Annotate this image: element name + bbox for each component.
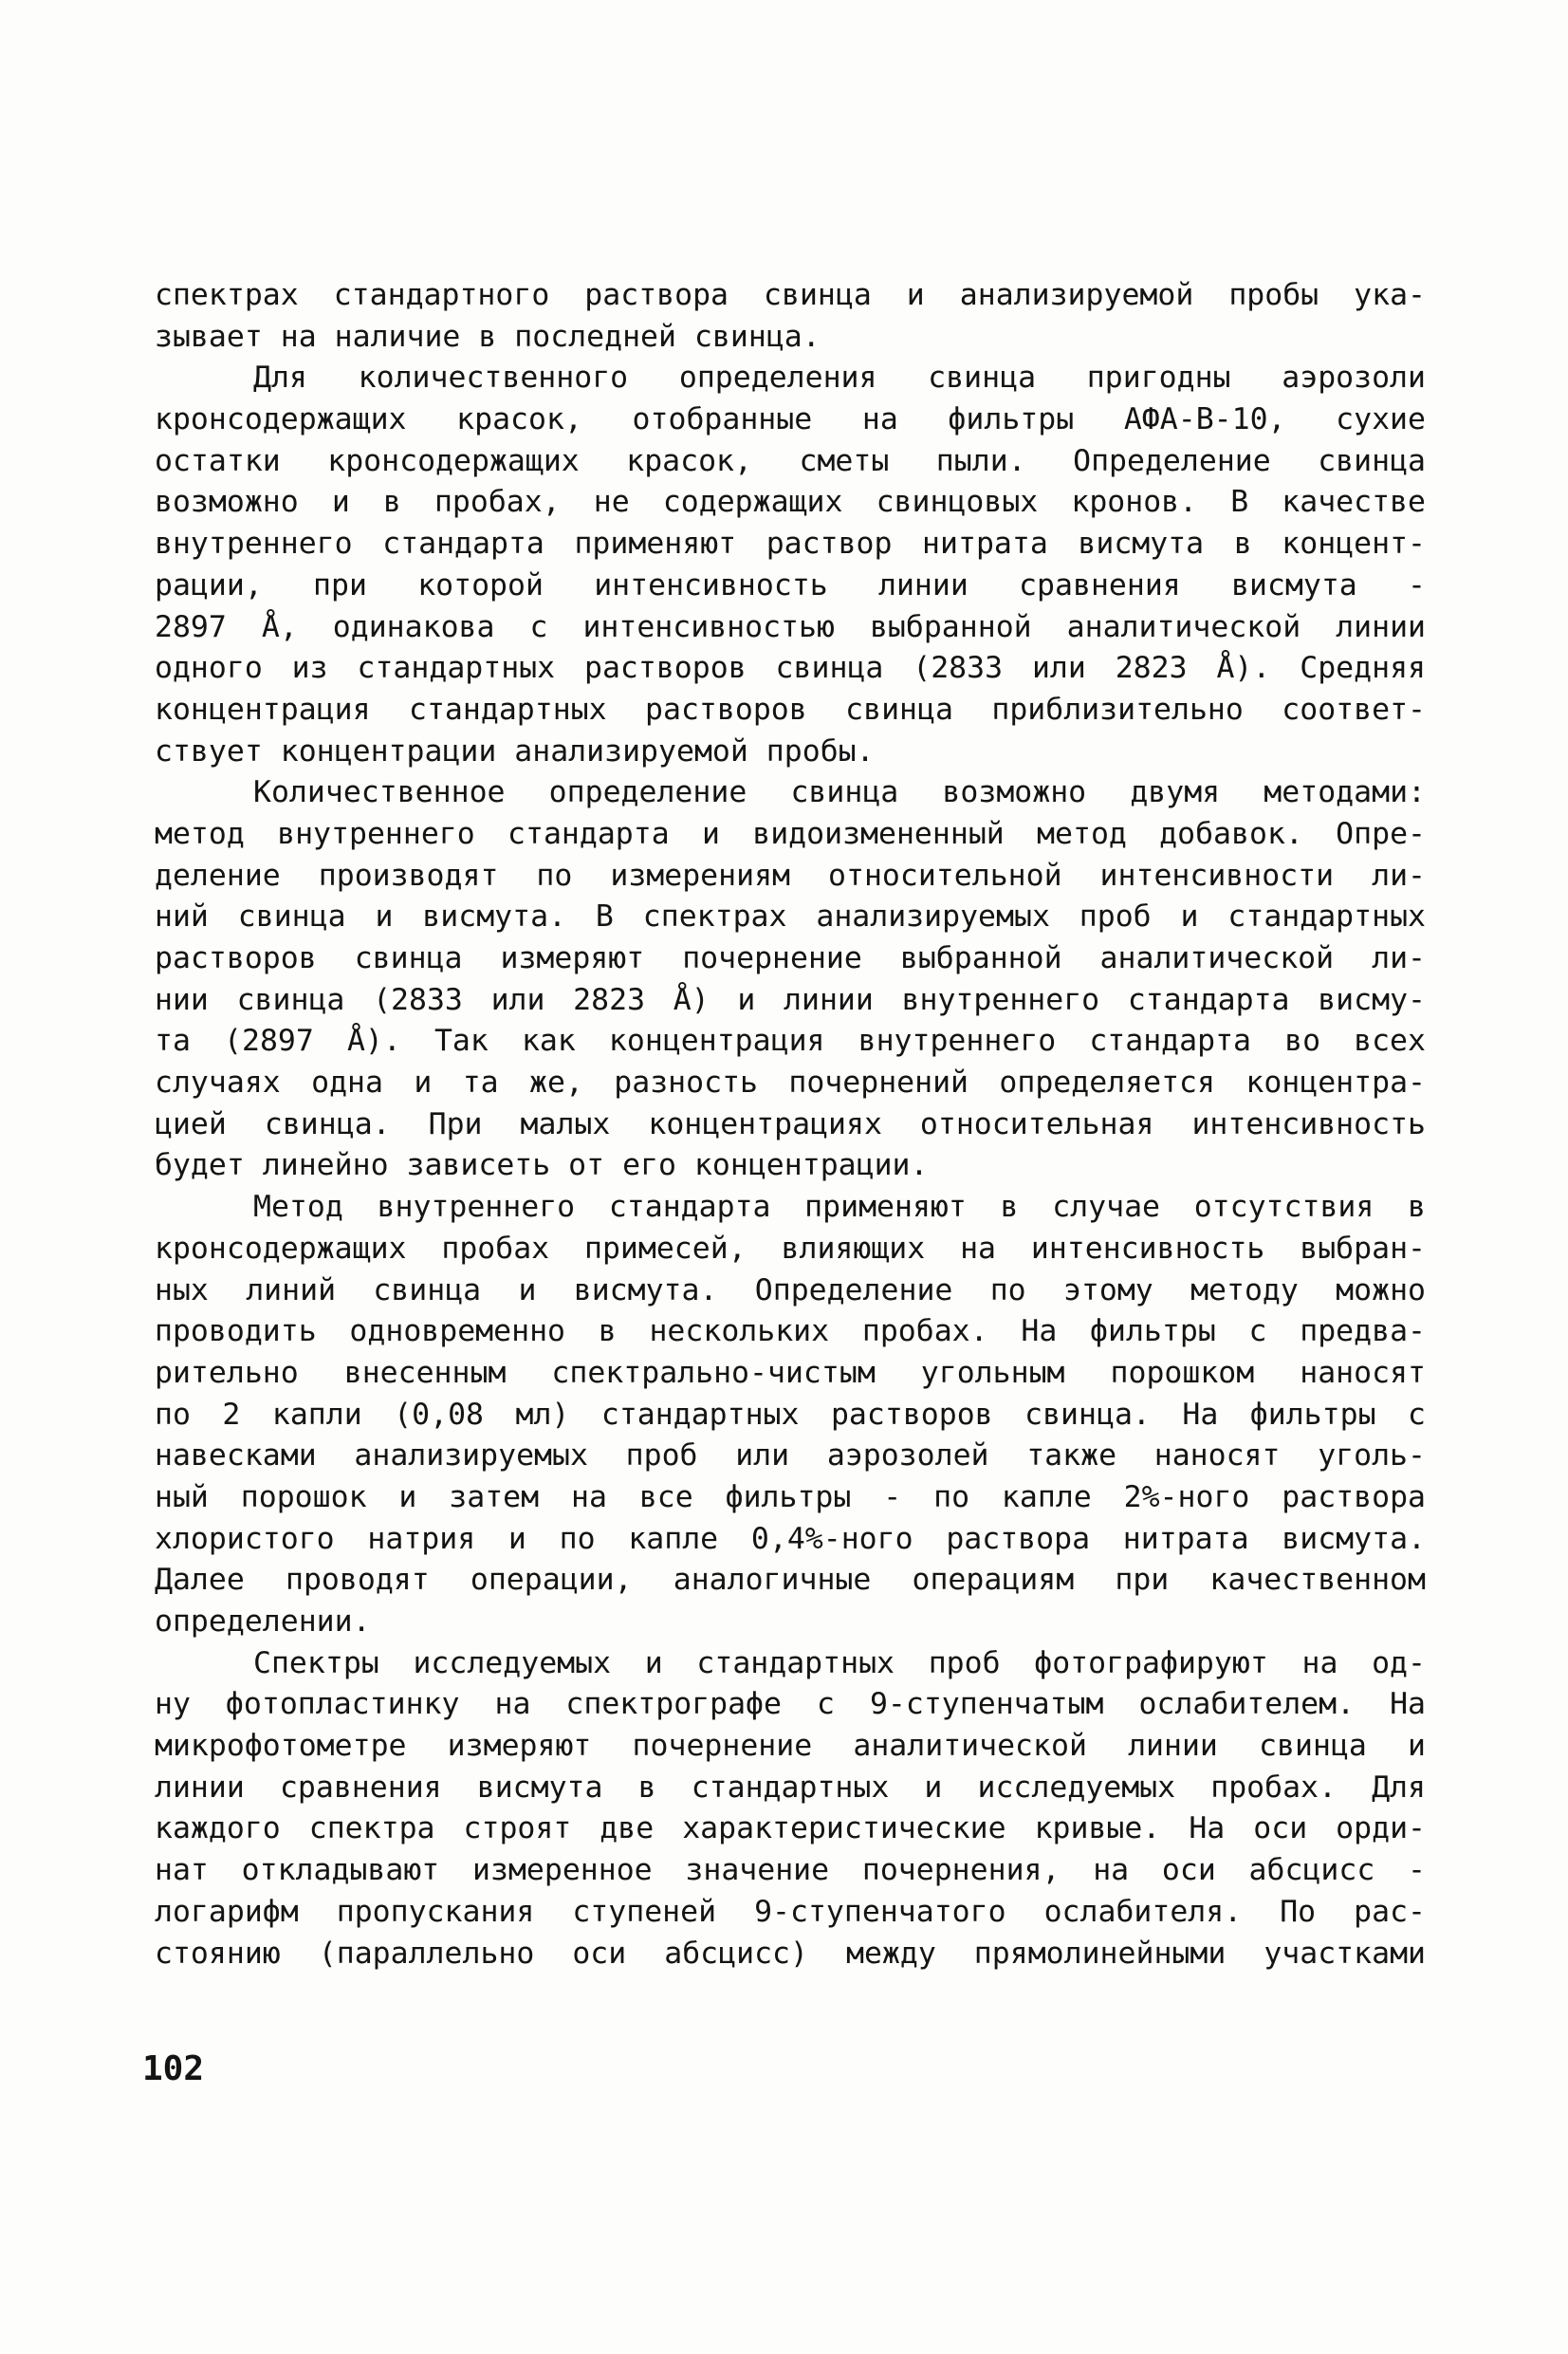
text-line: рации, при которой интенсивность линии сравнения висмута - — [155, 567, 1426, 602]
text-line: логарифм пропускания ступеней 9-ступенчатого ослабителя. По рас- — [155, 1894, 1426, 1929]
text-line: кронсодержащих красок, отобранные на фильтры АФА-В-10, сухие — [155, 402, 1426, 437]
text-line: Спектры исследуемых и стандартных проб фотографируют на од- — [253, 1645, 1426, 1680]
body-text — [155, 275, 1426, 1974]
text-line: будет линейно зависеть от его концентрации. — [155, 1148, 929, 1183]
text-line: рительно внесенным спектрально-чистым угольным порошком наносят — [155, 1355, 1426, 1390]
text-line: одного из стандартных растворов свинца (2833 или 2823 Å). Средняя — [155, 651, 1426, 686]
text-line: нат откладывают измеренное значение почернения, на оси абсцисс - — [155, 1853, 1426, 1888]
text-line: стоянию (параллельно оси абсцисс) между прямолинейными участками — [155, 1936, 1426, 1971]
text-line: та (2897 Å). Так как концентрация внутреннего стандарта во всех — [155, 1024, 1426, 1059]
text-line: микрофотометре измеряют почернение аналитической линии свинца и — [155, 1729, 1426, 1764]
text-line: ний свинца и висмута. В спектрах анализируемых проб и стандартных — [155, 899, 1426, 935]
text-line: спектрах стандартного раствора свинца и анализируемой пробы ука- — [155, 278, 1426, 312]
text-line: внутреннего стандарта применяют раствор нитрата висмута в концент- — [155, 527, 1426, 562]
text-line: проводить одновременно в нескольких пробах. На фильтры с предва- — [155, 1314, 1426, 1349]
page-number: 102 — [142, 2049, 205, 2088]
text-line: кронсодержащих пробах примесей, влияющих на интенсивность выбран- — [155, 1231, 1426, 1266]
text-line: каждого спектра строят две характеристические кривые. На оси орди- — [155, 1811, 1426, 1846]
text-line: Далее проводят операции, аналогичные операциям при качественном — [155, 1563, 1426, 1598]
text-line: Количественное определение свинца возможно двумя методами: — [253, 775, 1426, 810]
text-line: случаях одна и та же, разность почернений определяется концентра- — [155, 1066, 1426, 1101]
text-line: Для количественного определения свинца пригодны аэрозоли — [253, 361, 1426, 396]
text-line: зывает на наличие в последней свинца. — [155, 319, 821, 354]
text-line: Метод внутреннего стандарта применяют в случае отсутствия в — [253, 1190, 1426, 1225]
text-line: метод внутреннего стандарта и видоизмененный метод добавок. Опре- — [155, 816, 1426, 851]
text-line: остатки кронсодержащих красок, сметы пыли. Определение свинца — [155, 443, 1426, 478]
text-line: концентрация стандартных растворов свинца приблизительно соответ- — [155, 692, 1426, 727]
text-line: растворов свинца измеряют почернение выбранной аналитической ли- — [155, 941, 1426, 975]
text-line: навесками анализируемых проб или аэрозолей также наносят уголь- — [155, 1438, 1426, 1474]
text-line: определении. — [155, 1604, 371, 1639]
text-line: деление производят по измерениям относительной интенсивности ли- — [155, 858, 1426, 893]
text-line: ных линий свинца и висмута. Определение по этому методу можно — [155, 1272, 1426, 1307]
text-line: цией свинца. При малых концентрациях относительная интенсивность — [155, 1106, 1426, 1141]
text-line: 2897 Å, одинакова с интенсивностью выбранной аналитической линии — [155, 609, 1426, 644]
text-line: хлористого натрия и по капле 0,4%-ного раствора нитрата висмута. — [155, 1521, 1426, 1556]
text-line: ствует концентрации анализируемой пробы. — [155, 733, 875, 769]
text-line: ный порошок и затем на все фильтры - по капле 2%-ного раствора — [155, 1479, 1426, 1514]
text-line: по 2 капли (0,08 мл) стандартных растворов свинца. На фильтры с — [155, 1397, 1426, 1432]
text-line: возможно и в пробах, не содержащих свинцовых кронов. В качестве — [155, 485, 1426, 520]
text-line: ну фотопластинку на спектрографе с 9-ступенчатым ослабителем. На — [155, 1687, 1426, 1722]
text-line: нии свинца (2833 или 2823 Å) и линии внутреннего стандарта висму- — [155, 982, 1426, 1017]
text-line: линии сравнения висмута в стандартных и исследуемых пробах. Для — [155, 1770, 1426, 1805]
